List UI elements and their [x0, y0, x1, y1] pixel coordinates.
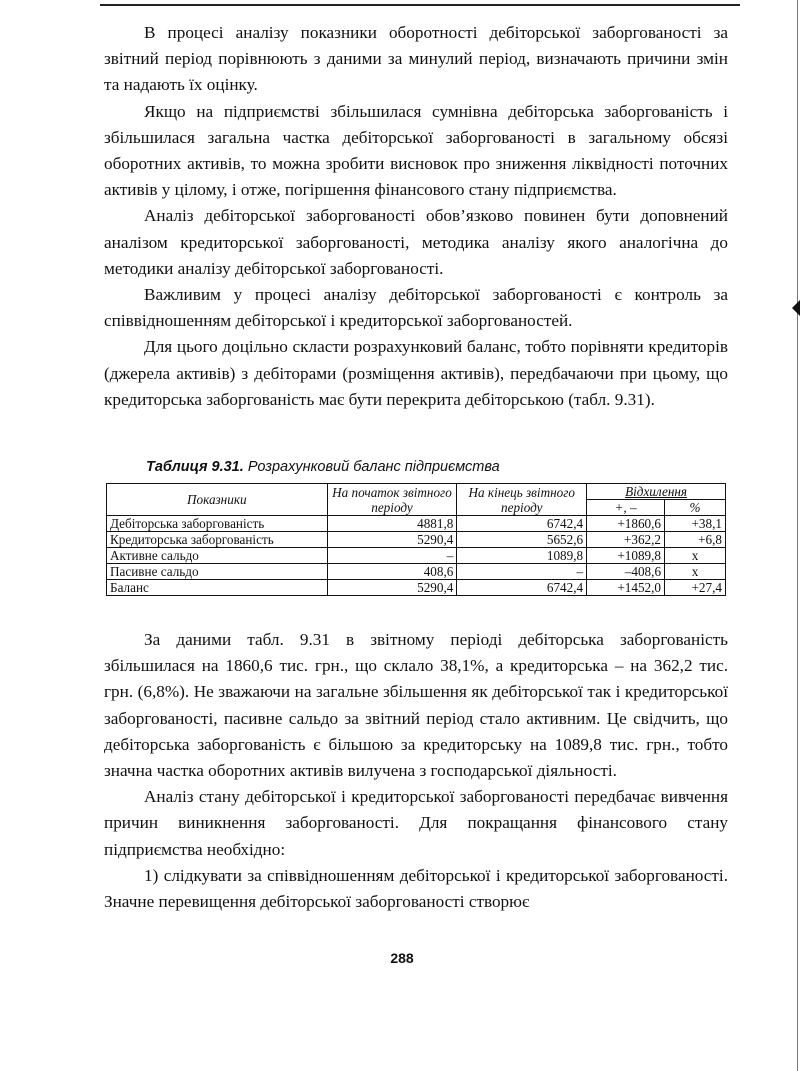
- upper-text: [104, 20, 728, 413]
- row-end: 1089,8: [457, 548, 587, 564]
- table-row: [107, 532, 726, 548]
- paragraph: За даними табл. 9.31 в звітному періоді дебіторська заборгованість збільшилася на 1860,6 тис. грн., що склало 38,1%, а кредиторська – на 362,2 тис. грн. (6,8%). Не зважаючи на загальне збільшення як дебіторської так і кредиторської заборгованості, пасивне сальдо за звітний період стало активним. Це свідчить, що дебіторська заборгованість є більшою за кредиторську на 1089,8 тис. грн., тобто значна частка оборотних активів вилучена з господарської діяльності.: [104, 630, 728, 781]
- row-start: 5290,4: [327, 580, 457, 596]
- row-end: 5652,6: [457, 532, 587, 548]
- row-abs: –408,6: [587, 564, 665, 580]
- paragraph: Важливим у процесі аналізу дебіторської заборгованості є контроль за співвідношенням дебіторської і кредиторської заборгованостей.: [104, 285, 728, 331]
- header-start: На початок звітного періоду: [327, 484, 457, 516]
- row-name: Кредиторська заборгованість: [107, 532, 328, 548]
- row-pct: +27,4: [665, 580, 726, 596]
- header-row: [107, 484, 726, 500]
- paragraph: В процесі аналізу показники оборотності дебіторської заборгованості за звітний період порівнюють з даними за минулий період, визначають причини змін та надають їх оцінку.: [104, 23, 728, 95]
- row-pct: +6,8: [665, 532, 726, 548]
- header-abs: +, –: [587, 500, 665, 516]
- header-indicator: Показники: [107, 484, 328, 516]
- row-end: 6742,4: [457, 516, 587, 532]
- lower-text: [104, 627, 728, 915]
- row-name: Дебіторська заборгованість: [107, 516, 328, 532]
- table-caption: [146, 459, 500, 475]
- paragraph: Якщо на підприємстві збільшилася сумнівна дебіторська заборгованість і збільшилася загальна частка дебіторської заборгованості в загальному обсязі оборотних активів, то можна зробити висновок про зниження ліквідності поточних активів у цілому, і отже, погіршення фінансового стану підприємства.: [104, 101, 728, 200]
- row-abs: +362,2: [587, 532, 665, 548]
- row-pct: х: [665, 564, 726, 580]
- header-pct: %: [665, 500, 726, 516]
- row-abs: +1452,0: [587, 580, 665, 596]
- header-end: На кінець звітного періоду: [457, 484, 587, 516]
- balance-table: [106, 483, 726, 596]
- row-end: 6742,4: [457, 580, 587, 596]
- table-row: [107, 564, 726, 580]
- row-start: 4881,8: [327, 516, 457, 532]
- row-pct: +38,1: [665, 516, 726, 532]
- paragraph: Аналіз дебіторської заборгованості обов’язково повинен бути доповнений аналізом кредиторської заборгованості, методика аналізу якого аналогічна до методики аналізу дебіторської заборгованості.: [104, 206, 728, 278]
- page-number: 288: [390, 950, 414, 966]
- row-start: 5290,4: [327, 532, 457, 548]
- table-row: [107, 580, 726, 596]
- row-pct: х: [665, 548, 726, 564]
- header-deviation: Відхилення: [587, 484, 726, 500]
- binding-mark-icon: [792, 300, 800, 316]
- table-number: Таблиця 9.31.: [146, 459, 244, 475]
- header-rule: [100, 4, 740, 6]
- table-row: [107, 548, 726, 564]
- row-start: 408,6: [327, 564, 457, 580]
- paragraph: Аналіз стану дебіторської і кредиторської заборгованості передбачає вивчення причин виникнення заборгованості. Для покращання фінансового стану підприємства необхідно:: [104, 787, 728, 859]
- row-name: Пасивне сальдо: [107, 564, 328, 580]
- table-row: [107, 516, 726, 532]
- table-title: Розрахунковий баланс підприємства: [247, 459, 500, 475]
- row-name: Баланс: [107, 580, 328, 596]
- row-abs: +1860,6: [587, 516, 665, 532]
- row-start: –: [327, 548, 457, 564]
- row-end: –: [457, 564, 587, 580]
- paragraph: 1) слідкувати за співвідношенням дебіторської і кредиторської заборгованості. Значне перевищення дебіторської заборгованості створює: [104, 865, 728, 912]
- row-name: Активне сальдо: [107, 548, 328, 564]
- paragraph: Для цього доцільно скласти розрахунковий баланс, тобто порівняти кредиторів (джерела активів) з дебіторами (розміщення активів), передбачаючи при цьому, що кредиторська заборгованість має бути перекрита дебіторською (табл. 9.31).: [104, 337, 728, 409]
- scan-edge-line: [797, 0, 798, 1071]
- row-abs: +1089,8: [587, 548, 665, 564]
